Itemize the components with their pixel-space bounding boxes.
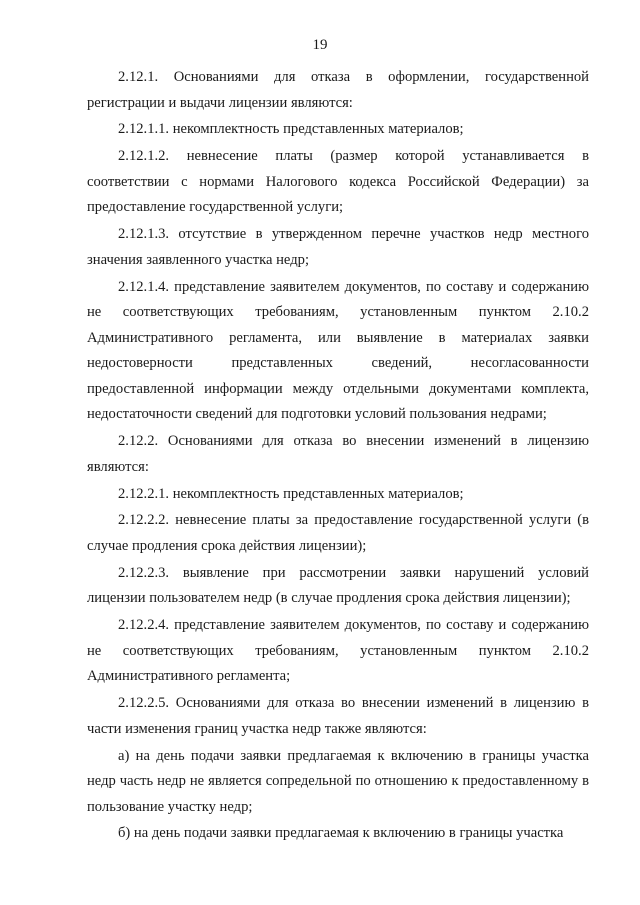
paragraph-2-12-1-3: 2.12.1.3. отсутствие в утвержденном перечне участков недр местного значения заявленного участка недр; [87, 226, 589, 268]
paragraph-2-12-2-2: 2.12.2.2. невнесение платы за предоставление государственной услуги (в случае продления срока действия лицензии); [87, 512, 589, 554]
paragraph-2-12-1-2: 2.12.1.2. невнесение платы (размер которой устанавливается в соответствии с нормами Налогового кодекса Российской Федерации) за предоставление государственной услуги; [87, 148, 589, 216]
document-body [87, 65, 589, 848]
paragraph-2-12-2-5: 2.12.2.5. Основаниями для отказа во внесении изменений в лицензию в части изменения границ участка недр также являются: [87, 695, 589, 737]
paragraph-2-12-2: 2.12.2. Основаниями для отказа во внесении изменений в лицензию являются: [87, 433, 589, 475]
paragraph-2-12-2-3: 2.12.2.3. выявление при рассмотрении заявки нарушений условий лицензии пользователем недр (в случае продления срока действия лицензии); [87, 564, 589, 607]
page-number: 19 [312, 37, 328, 53]
paragraph-2-12-1-4: 2.12.1.4. представление заявителем документов, по составу и содержанию не соответствующих требованиям, установленным пунктом 2.10.2 Административного регламента, или выявление в материалах заявки недостоверности представленных сведений, несогласованности предоставленной информации между отдельными документами комплекта, недостаточности сведений для подготовки условий пользования недрами; [87, 278, 589, 423]
paragraph-2-12-2-1: 2.12.2.1. некомплектность представленных материалов; [118, 485, 464, 502]
paragraph-2-12-2-4: 2.12.2.4. представление заявителем документов, по составу и содержанию не соответствующих требованиям, установленным пунктом 2.10.2 Административного регламента; [87, 617, 589, 685]
paragraph-item-b: б) на день подачи заявки предлагаемая к включению в границы участка [118, 825, 564, 842]
paragraph-2-12-1: 2.12.1. Основаниями для отказа в оформлении, государственной регистрации и выдачи лицензии являются: [87, 69, 589, 111]
paragraph-item-a: а) на день подачи заявки предлагаемая к включению в границы участка недр часть недр не является сопредельной по отношению к предоставленному в пользование участку недр; [87, 747, 589, 815]
paragraph-2-12-1-1: 2.12.1.1. некомплектность представленных материалов; [118, 121, 464, 138]
